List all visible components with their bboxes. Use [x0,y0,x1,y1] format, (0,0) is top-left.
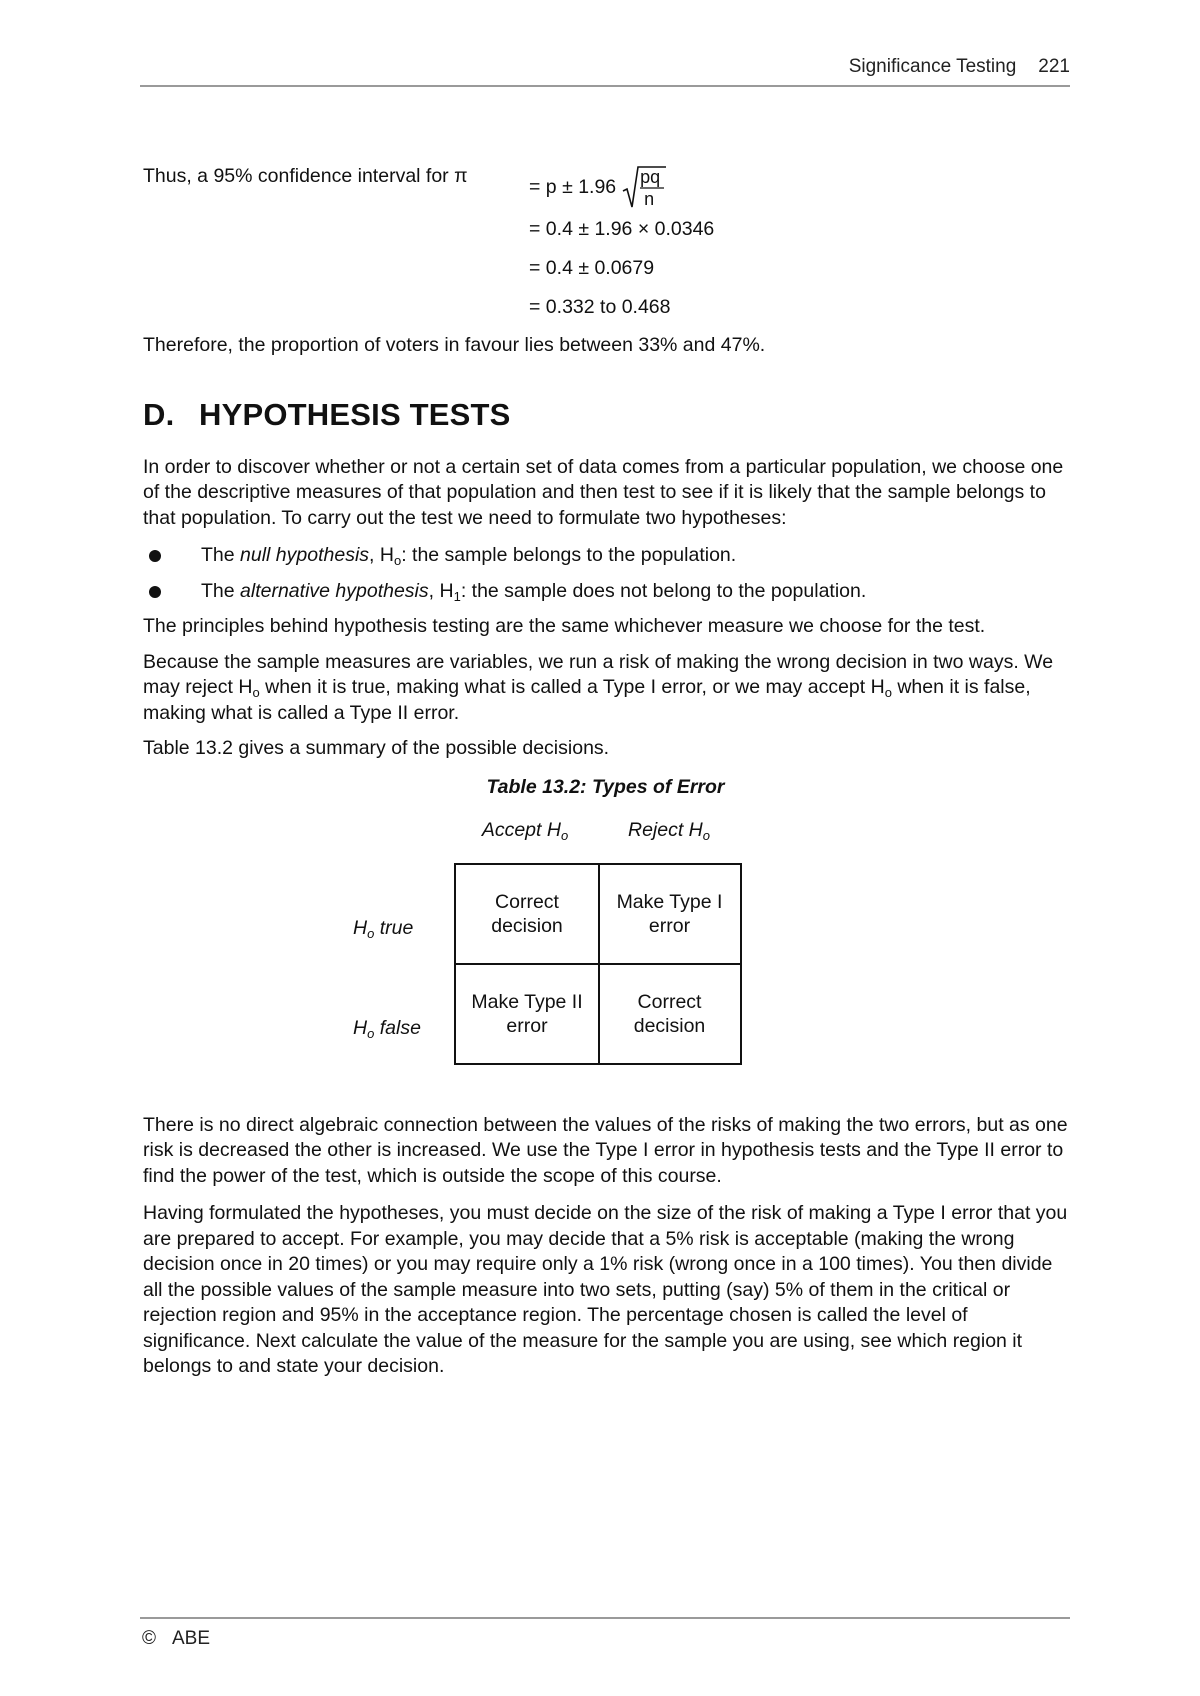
error-risk-paragraph [143,650,1068,727]
column-header [453,819,597,842]
table-cell: Make Type II error [456,964,600,1064]
copyright-symbol: © [142,1628,156,1649]
subscript: o [367,1025,375,1041]
subscript: 1 [453,588,461,604]
bullet-text: , H [428,579,454,602]
bullet-icon [149,550,161,562]
footer-text: ABE [172,1628,211,1649]
paragraph-text: when it is true, making what is called a Type I error, or we may accept H [259,676,885,698]
bullet-text: The [201,544,241,566]
page-content [143,150,1068,1380]
section-letter: D. [143,396,175,432]
sqrt-denominator: n [644,189,655,209]
table-cell: Correct decision [456,865,600,965]
math-rhs: = 0.4 ± 0.0679 [529,257,655,279]
page-number: 221 [1038,56,1070,77]
bullet-text: , H [369,544,394,566]
header-text: H [353,916,368,939]
math-row [143,282,1068,321]
decision-grid [454,863,742,1065]
paragraph-text: Because the sample measures are variables, we run a risk of making the wrong decision in two ways. We may reject H [143,650,1054,698]
bullet-text: : the sample does not belong to the population. [460,579,867,602]
intro-paragraph: In order to discover whether or not a certain set of data comes from a particular population, we choose one of the descriptive measures of that population and then test to see if it is likely that the sample belongs to that population. To carry out the test we need to formulate two hypotheses: [143,455,1064,529]
running-header [849,56,1070,78]
conclusion-paragraph: Therefore, the proportion of voters in favour lies between 33% and 47%. [143,334,766,356]
hypotheses-list [143,543,1068,604]
header-text: true [374,916,414,939]
subscript: o [252,685,260,700]
table-reference-paragraph: Table 13.2 gives a summary of the possible decisions. [143,737,610,759]
header-text: Accept H [481,818,561,841]
header-title: Significance Testing [848,56,1017,77]
subscript: o [367,925,375,941]
header-text: false [374,1016,421,1039]
math-rhs-prefix: = p ± 1.96 [529,176,617,199]
subscript: o [393,553,402,568]
bullet-term: alternative hypothesis [240,579,429,602]
types-of-error-table [143,799,1068,1099]
significance-level-paragraph: Having formulated the hypotheses, you must decide on the size of the risk of making a Type I error that you are prepared to accept. For example, you may decide that a 5% risk is acceptable (making the wrong decision once in 20 times) or you may require only a 1% risk (wrong once in a 100 times). You then divide all the possible values of the sample measure into two sets, putting (say) 5% of them in the critical or rejection region and 95% in the acceptance region. The percentage chosen is called the level of significance. Next calculate the value of the measure for the sample you are using, see which region it belongs to and state your decision. [143,1202,1068,1377]
math-row [143,150,1068,209]
subscript: o [884,685,892,700]
subscript: o [702,827,710,843]
row-header [353,917,413,940]
column-header [597,819,741,842]
table-cell: Make Type I error [599,865,740,965]
section-heading [143,397,1068,433]
math-rhs: = 0.4 ± 1.96 × 0.0346 [529,218,715,240]
principles-paragraph: The principles behind hypothesis testing are the same whichever measure we choose for the test. [143,615,986,637]
sqrt-numerator: pq [640,167,661,187]
table-cell: Correct decision [633,990,706,1037]
math-row [143,243,1068,282]
header-text: H [353,1016,368,1039]
math-row [143,204,1068,243]
page-footer [142,1628,210,1650]
footer-rule [140,1617,1070,1619]
section-title: HYPOTHESIS TESTS [199,396,511,432]
header-rule [140,85,1070,87]
header-text: Reject H [627,818,703,841]
list-item [143,579,1068,605]
confidence-interval-derivation [143,150,1068,321]
row-header [353,1017,421,1040]
math-rhs: = 0.332 to 0.468 [529,296,671,318]
bullet-text: The [201,579,241,602]
algebraic-connection-paragraph: There is no direct algebraic connection between the values of the risks of making the two errors, but as one risk is decreased the other is increased. We use the Type I error in hypothesis tests and the Type II error to find the power of the test, which is outside the scope of this course. [143,1113,1068,1187]
bullet-text: : the sample belongs to the population. [401,544,737,566]
list-item [143,543,1068,569]
subscript: o [560,827,569,843]
paragraph-text: when it is false, making what is called a Type II error. [143,676,1031,724]
math-lead-text: Thus, a 95% confidence interval for π [143,165,468,187]
table-caption: Table 13.2: Types of Error [486,775,725,798]
bullet-term: null hypothesis [240,544,370,566]
bullet-icon [149,586,161,598]
